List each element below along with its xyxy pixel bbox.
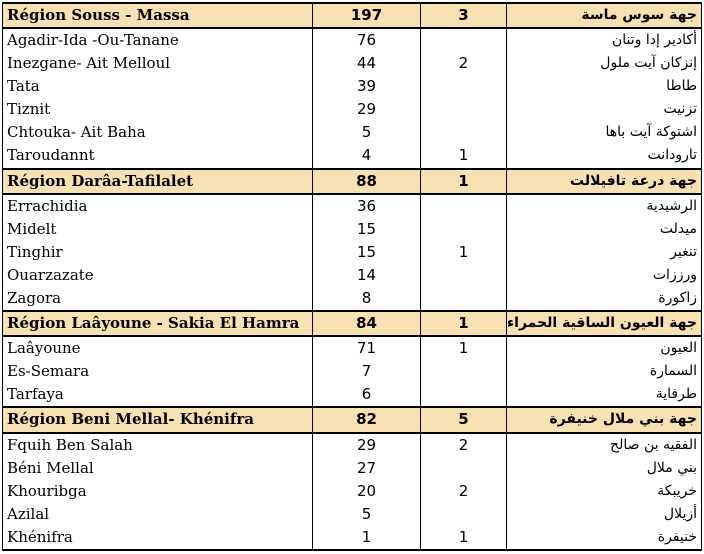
province-name-ar: العيون [507,336,702,360]
province-sub-count: 1 [421,336,507,360]
province-name-ar: خنيفرة [507,526,702,550]
region-total: 88 [313,169,421,194]
province-name-fr: Midelt [3,218,313,241]
province-name-fr: Azilal [3,503,313,526]
region-name-fr: Région Souss - Massa [3,3,313,28]
province-count: 27 [313,457,421,480]
province-sub-count [421,360,507,383]
province-sub-count [421,218,507,241]
province-name-fr: Taroudannt [3,144,313,168]
region-sub-count: 1 [421,311,507,336]
province-name-ar: الرشيدية [507,194,702,218]
province-count: 4 [313,144,421,168]
table-row [3,121,702,144]
province-count: 29 [313,98,421,121]
province-sub-count: 1 [421,241,507,264]
province-sub-count [421,121,507,144]
province-count: 36 [313,194,421,218]
table-row [3,480,702,503]
table-row [3,457,702,480]
table-row [3,383,702,407]
province-name-fr: Béni Mellal [3,457,313,480]
province-count: 1 [313,526,421,550]
region-name-fr: Région Darâa-Tafilalet [3,169,313,194]
province-name-ar: ميدلت [507,218,702,241]
province-name-fr: Zagora [3,287,313,311]
province-name-fr: Khouribga [3,480,313,503]
province-count: 20 [313,480,421,503]
province-count: 7 [313,360,421,383]
table-row [3,75,702,98]
region-sub-count: 5 [421,407,507,432]
province-name-ar: اشتوكة آيت باها [507,121,702,144]
province-sub-count: 2 [421,433,507,457]
region-sub-count: 3 [421,3,507,28]
province-count: 71 [313,336,421,360]
regions-table [2,2,702,551]
province-name-ar: تارودانت [507,144,702,168]
province-name-ar: السمارة [507,360,702,383]
province-sub-count [421,264,507,287]
province-count: 15 [313,218,421,241]
region-header-row [3,407,702,432]
province-sub-count [421,457,507,480]
province-count: 8 [313,287,421,311]
province-count: 5 [313,121,421,144]
province-name-fr: Inezgane- Ait Melloul [3,52,313,75]
province-name-fr: Tinghir [3,241,313,264]
regions-table-body [3,3,702,550]
province-count: 29 [313,433,421,457]
province-sub-count [421,287,507,311]
table-row [3,241,702,264]
province-name-fr: Ouarzazate [3,264,313,287]
province-sub-count: 2 [421,52,507,75]
region-name-ar: جهة بني ملال خنيفرة [507,407,702,432]
region-name-ar: جهة سوس ماسة [507,3,702,28]
province-name-ar: تنغير [507,241,702,264]
province-name-ar: خريبكة [507,480,702,503]
province-count: 44 [313,52,421,75]
table-row [3,52,702,75]
province-name-ar: أزيلال [507,503,702,526]
province-count: 5 [313,503,421,526]
table-row [3,194,702,218]
province-name-fr: Fquih Ben Salah [3,433,313,457]
province-sub-count: 2 [421,480,507,503]
province-name-ar: تزنيت [507,98,702,121]
table-row [3,433,702,457]
province-sub-count: 1 [421,144,507,168]
region-name-ar: جهة العيون الساقية الحمراء [507,311,702,336]
province-count: 76 [313,28,421,52]
province-count: 6 [313,383,421,407]
province-name-ar: إنزكان آيت ملول [507,52,702,75]
region-sub-count: 1 [421,169,507,194]
region-header-row [3,311,702,336]
table-row [3,287,702,311]
province-name-fr: Tarfaya [3,383,313,407]
province-name-ar: زاكورة [507,287,702,311]
region-total: 84 [313,311,421,336]
province-name-ar: الفقيه بن صالح [507,433,702,457]
province-name-fr: Laâyoune [3,336,313,360]
region-header-row [3,3,702,28]
province-count: 15 [313,241,421,264]
province-name-ar: طاطا [507,75,702,98]
province-sub-count [421,98,507,121]
province-name-fr: Tata [3,75,313,98]
province-name-ar: طرفاية [507,383,702,407]
province-sub-count [421,75,507,98]
province-sub-count [421,383,507,407]
province-sub-count [421,28,507,52]
table-row [3,218,702,241]
region-name-ar: جهة درعة تافيلالت [507,169,702,194]
table-row [3,98,702,121]
province-name-fr: Agadir-Ida -Ou-Tanane [3,28,313,52]
province-name-ar: ورززات [507,264,702,287]
table-row [3,144,702,168]
table-row [3,503,702,526]
province-name-ar: أكادير إدا وتنان [507,28,702,52]
table-row [3,28,702,52]
province-count: 39 [313,75,421,98]
province-sub-count [421,194,507,218]
province-name-fr: Errachidia [3,194,313,218]
region-total: 197 [313,3,421,28]
province-name-fr: Es-Semara [3,360,313,383]
province-name-fr: Tiznit [3,98,313,121]
province-sub-count: 1 [421,526,507,550]
table-row [3,360,702,383]
region-name-fr: Région Laâyoune - Sakia El Hamra [3,311,313,336]
table-row [3,264,702,287]
province-count: 14 [313,264,421,287]
region-header-row [3,169,702,194]
province-sub-count [421,503,507,526]
province-name-ar: بني ملال [507,457,702,480]
region-name-fr: Région Beni Mellal- Khénifra [3,407,313,432]
table-row [3,526,702,550]
province-name-fr: Khénifra [3,526,313,550]
province-name-fr: Chtouka- Ait Baha [3,121,313,144]
region-total: 82 [313,407,421,432]
table-row [3,336,702,360]
